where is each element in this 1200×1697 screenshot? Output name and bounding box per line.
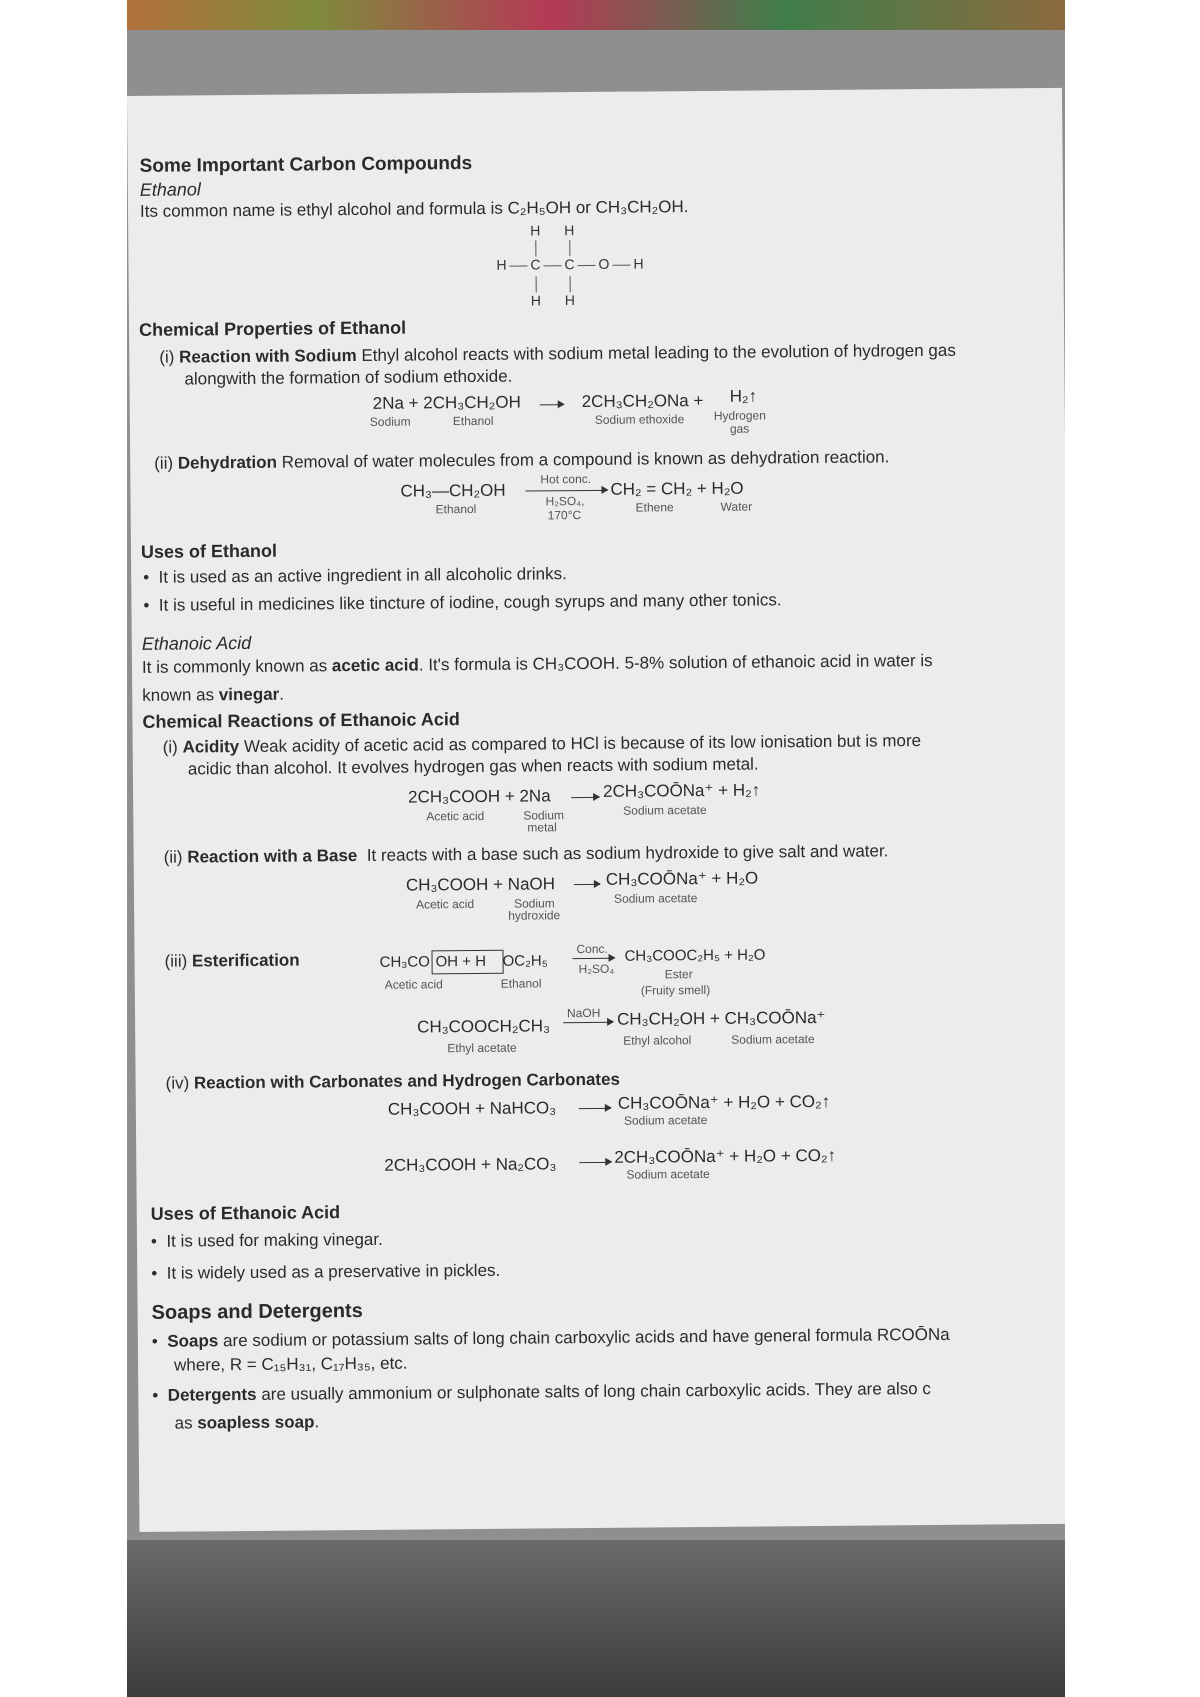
acid-r1-lab-acetate: Sodium acetate xyxy=(623,802,707,818)
r3-lab-ethylacetate: Ethyl acetate xyxy=(447,1040,517,1056)
r3-lab-sodacetate: Sodium acetate xyxy=(731,1032,815,1047)
ethanol-use-2 xyxy=(143,590,781,616)
page-heading: Some Important Carbon Compounds xyxy=(139,152,473,177)
use-text: It is widely used as a preservative in pickles. xyxy=(166,1260,501,1283)
r2-above: Hot conc. xyxy=(540,471,592,487)
intro-text: known as xyxy=(142,685,219,705)
use-text: It is useful in medicines like tincture of iodine, cough syrups and many other tonics. xyxy=(158,590,782,615)
r2-num: (ii) xyxy=(163,847,183,867)
intro-text: . It's formula is CH₃COOH. 5-8% solution of ethanoic acid in water is xyxy=(418,650,933,675)
bond xyxy=(543,265,561,266)
r4-eq2-arrow xyxy=(579,1162,611,1163)
photo-top-strip xyxy=(127,0,1065,30)
intro-text: . xyxy=(279,684,285,704)
r1-eq-left: 2Na + 2CH₃CH₂OH xyxy=(372,392,521,413)
struct-h-bot1: H xyxy=(530,292,541,309)
r1-text1: Ethyl alcohol reacts with sodium metal leading to the evolution of hydrogen gas xyxy=(361,340,956,365)
r3-lab-ester: Ester xyxy=(664,967,693,982)
use-text: It is used as an active ingredient in all alcoholic drinks. xyxy=(158,564,567,587)
r3-sap-left: CH₃COOCH₂CH₃ xyxy=(417,1016,551,1037)
detergents-bold: Detergents xyxy=(167,1384,257,1405)
bullet: • xyxy=(150,1231,158,1251)
bond xyxy=(535,240,536,256)
bond xyxy=(536,276,537,292)
r1-lab-hydrogen: Hydrogen xyxy=(713,408,766,423)
intro-text: It is commonly known as xyxy=(141,656,332,677)
r2-below2: 170°C xyxy=(547,508,582,523)
textbook-page xyxy=(127,88,1065,1532)
struct-h-top1: H xyxy=(530,222,541,239)
acid-reactions-heading: Chemical Reactions of Ethanoic Acid xyxy=(142,709,460,732)
acid-use-1 xyxy=(151,1230,383,1252)
acid-r2-lab-sodium: Sodium xyxy=(514,896,555,911)
bullet: • xyxy=(151,1331,158,1351)
r4-eq2-left: 2CH₃COOH + Na₂CO₃ xyxy=(384,1154,557,1175)
ethanol-r1-line2: alongwith the formation of sodium ethoxide. xyxy=(184,366,513,389)
r4-eq2-lab: Sodium acetate xyxy=(626,1166,710,1182)
acid-r1-lab-acetic: Acetic acid xyxy=(426,808,485,824)
acid-r1-line2: acidic than alcohol. It evolves hydrogen gas when reacts with sodium metal. xyxy=(187,754,759,779)
r1-title: Acidity xyxy=(182,737,240,757)
acid-r3-line xyxy=(164,951,299,972)
r4-eq1-lab: Sodium acetate xyxy=(623,1112,708,1128)
r1-text1: Weak acidity of acetic acid as compared to HCl is because of its low ionisation but is more xyxy=(243,731,922,757)
r3-arrow xyxy=(573,958,615,959)
acid-r2-lab-hydroxide: hydroxide xyxy=(508,908,561,923)
acid-r1-arrow xyxy=(571,797,599,798)
r4-title: Reaction with Carbonates and Hydrogen Carbonates xyxy=(193,1069,621,1093)
acid-r1-lab-metal: metal xyxy=(527,820,557,835)
r4-eq1-left: CH₃COOH + NaHCO₃ xyxy=(387,1098,557,1119)
struct-c1: C xyxy=(530,256,541,273)
r2-lab-water: Water xyxy=(720,499,753,514)
r3-above: Conc. xyxy=(576,941,608,957)
acid-r2-lab-acetate: Sodium acetate xyxy=(613,891,698,906)
ethanol-props-heading: Chemical Properties of Ethanol xyxy=(138,317,407,340)
acid-r1-lab-sodium: Sodium xyxy=(523,808,565,823)
r2-eq-left: CH₃—CH₂OH xyxy=(400,480,506,501)
photo-bottom-strip xyxy=(127,1540,1065,1697)
r3-eq-box: OH + H xyxy=(435,952,487,971)
struct-h-right: H xyxy=(633,255,644,272)
acid-r2-eq-right: CH₃COŌNa⁺ + H₂O xyxy=(605,868,759,889)
bond xyxy=(612,265,630,266)
r2-eq-right: CH₂ = CH₂ + H₂O xyxy=(610,478,744,499)
r4-num: (iv) xyxy=(165,1073,190,1093)
r2-title: Dehydration xyxy=(177,452,278,473)
r1-lab-gas: gas xyxy=(729,421,750,436)
soaps-bullet-1 xyxy=(152,1325,950,1352)
ethanol-intro: Its common name is ethyl alcohol and formula is C₂H₅OH or CH₃CH₂OH. xyxy=(139,197,689,221)
r2-text: It reacts with a base such as sodium hydroxide to give salt and water. xyxy=(366,841,889,865)
bond xyxy=(577,265,595,266)
r3-lab-fruity: (Fruity smell) xyxy=(640,982,711,998)
r3-num: (iii) xyxy=(164,951,188,971)
r1-num: (i) xyxy=(162,737,178,757)
acid-intro-1 xyxy=(142,651,933,678)
detergents-bold: soapless soap xyxy=(197,1412,315,1433)
intro-bold: vinegar xyxy=(218,684,280,705)
acid-r2-arrow xyxy=(574,884,600,885)
r2-title: Reaction with a Base xyxy=(187,846,358,867)
bond xyxy=(570,276,571,292)
use-text: It is used for making vinegar. xyxy=(166,1229,383,1251)
struct-c2: C xyxy=(564,256,575,273)
acid-r2-line xyxy=(164,841,889,867)
photo-background xyxy=(127,0,1065,1697)
acid-r1-line1 xyxy=(163,731,922,758)
r3-sap-above: NaOH xyxy=(566,1005,601,1021)
acid-subtitle: Ethanoic Acid xyxy=(141,632,252,654)
struct-h-top2: H xyxy=(564,222,575,239)
acid-uses-heading: Uses of Ethanoic Acid xyxy=(150,1202,341,1224)
r1-title: Reaction with Sodium xyxy=(179,346,357,367)
r3-title: Esterification xyxy=(191,950,300,971)
detergents-line-2 xyxy=(175,1412,320,1433)
acid-r1-eq-right: 2CH₃COŌNa⁺ + H₂↑ xyxy=(603,780,761,801)
r1-eq-right: 2CH₃CH₂ONa + xyxy=(581,390,704,412)
r3-sap-arrow xyxy=(563,1022,613,1023)
r2-text: Removal of water molecules from a compound is known as dehydration reaction. xyxy=(281,447,890,472)
bullet: • xyxy=(143,567,150,587)
ethanol-subtitle: Ethanol xyxy=(139,179,201,200)
detergents-text: as xyxy=(174,1413,198,1433)
r2-lab-ethene: Ethene xyxy=(635,500,674,515)
bullet: • xyxy=(143,595,150,615)
r1-eq-gas: H₂↑ xyxy=(729,386,758,406)
r3-sap-right: CH₃CH₂OH + CH₃COŌNa⁺ xyxy=(616,1007,826,1029)
intro-bold: acetic acid xyxy=(331,655,419,676)
acid-use-2 xyxy=(151,1261,500,1284)
r1-lab-sodium: Sodium xyxy=(369,414,411,429)
struct-h-left: H xyxy=(496,256,507,273)
r2-num: (ii) xyxy=(154,453,174,473)
r3-eq-b: OC₂H₅ xyxy=(502,952,548,970)
r4-eq1-right: CH₃COŌNa⁺ + H₂O + CO₂↑ xyxy=(617,1091,831,1113)
r3-lab-acetic: Acetic acid xyxy=(384,977,443,992)
r1-arrow xyxy=(540,404,564,405)
bullet: • xyxy=(152,1385,159,1405)
r3-eq-right: CH₃COOC₂H₅ + H₂O xyxy=(624,946,766,965)
struct-h-bot2: H xyxy=(564,292,575,309)
r3-eq-a: CH₃CO xyxy=(379,953,430,971)
soaps-text: are sodium or potassium salts of long chain carboxylic acids and have general formula RCOŌNa xyxy=(218,1324,950,1351)
r2-arrow xyxy=(525,490,607,492)
acid-r1-eq-left: 2CH₃COOH + 2Na xyxy=(408,786,551,807)
acid-intro-2 xyxy=(142,685,284,706)
acid-r2-lab-acetic: Acetic acid xyxy=(416,897,475,912)
soaps-heading: Soaps and Detergents xyxy=(151,1299,363,1324)
r3-lab-ethylalcohol: Ethyl alcohol xyxy=(623,1033,692,1048)
ethanol-r1-line1 xyxy=(159,341,956,368)
soaps-bullet-2 xyxy=(152,1379,931,1406)
r3-lab-ethanol: Ethanol xyxy=(500,976,542,991)
acid-r4-line xyxy=(166,1070,621,1094)
r1-lab-ethoxide: Sodium ethoxide xyxy=(594,412,685,427)
detergents-text: . xyxy=(314,1412,320,1432)
ethanol-use-1 xyxy=(143,564,567,588)
ethanol-uses-heading: Uses of Ethanol xyxy=(140,540,278,562)
bullet: • xyxy=(151,1263,158,1283)
bond xyxy=(509,266,527,267)
r2-lab-ethanol: Ethanol xyxy=(435,501,477,517)
bond xyxy=(569,240,570,256)
soaps-line-2: where, R = C₁₅H₃₁, C₁₇H₃₅, etc. xyxy=(173,1353,408,1375)
r4-eq2-right: 2CH₃COŌNa⁺ + H₂O + CO₂↑ xyxy=(614,1145,837,1167)
r1-num: (i) xyxy=(159,347,175,367)
detergents-text: are usually ammonium or sulphonate salts of long chain carboxylic acids. They are also c xyxy=(256,1379,931,1404)
ethanol-r2-line xyxy=(154,447,889,473)
r3-below: H₂SO₄ xyxy=(578,961,615,977)
acid-r2-eq-left: CH₃COOH + NaOH xyxy=(405,874,556,895)
struct-o: O xyxy=(598,255,610,272)
r2-below1: H₂SO₄, xyxy=(545,494,585,509)
r1-lab-ethanol: Ethanol xyxy=(452,413,494,429)
r4-eq1-arrow xyxy=(579,1108,611,1109)
soaps-bold: Soaps xyxy=(167,1331,219,1351)
